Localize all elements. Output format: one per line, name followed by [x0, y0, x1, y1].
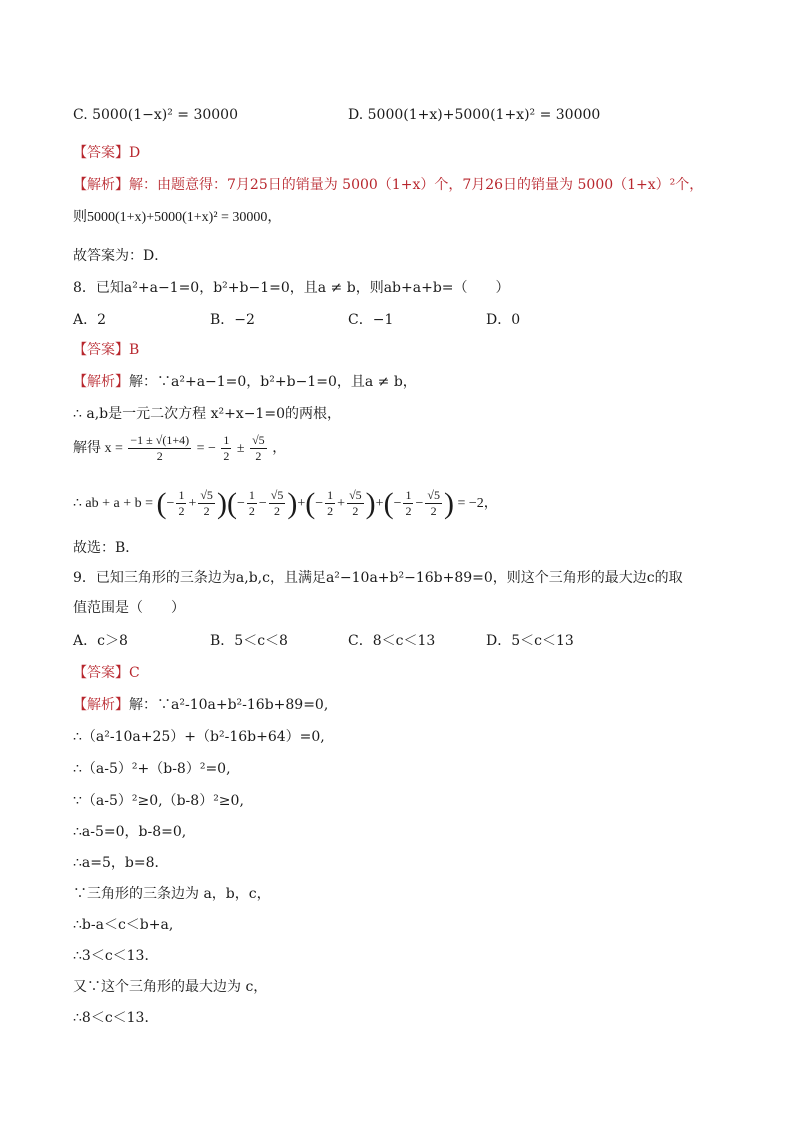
- q9-analysis-line1: [73, 695, 328, 715]
- fraction-denominator: 2: [203, 504, 210, 519]
- sqrt5-fraction: [250, 433, 267, 464]
- q8-answer: [73, 340, 139, 360]
- fraction-denominator: 2: [405, 504, 412, 519]
- final-result: = −2，: [457, 496, 498, 511]
- q9-analysis-line10: 又∵这个三角形的最大边为 c，: [73, 979, 268, 995]
- q9-option-a: A．c＞8: [73, 633, 128, 649]
- q8-option-b: B．−2: [210, 312, 255, 328]
- sqrt5-fraction: [425, 488, 442, 519]
- fraction-denominator: 2: [223, 449, 230, 464]
- fraction-numerator: √5: [270, 488, 284, 503]
- q9-analysis-line5: ∴a-5=0，b-8=0,: [73, 824, 187, 840]
- q7-conclusion: 故答案为：D．: [73, 248, 169, 264]
- q9-analysis-line4: ∵（a-5）²≥0,（b-8）²≥0,: [73, 793, 244, 809]
- answer-tag: 【答案】: [73, 145, 129, 161]
- half-fraction: [247, 488, 257, 519]
- solve-prefix: 解得 x =: [73, 441, 123, 456]
- answer-tag: 【答案】: [73, 665, 129, 681]
- answer-value: B: [129, 342, 140, 358]
- q8-analysis-line2: ∴ a,b是一元二次方程 x²+x−1=0的两根，: [73, 406, 341, 422]
- q9-stem-line2: 值范围是（ ）: [73, 600, 185, 616]
- q7-analysis-line1: [73, 175, 703, 195]
- q8-analysis-line1: [73, 372, 417, 392]
- q7-option-c: C. 5000(1−x)² = 30000: [73, 107, 238, 123]
- fraction-numerator: −1 ± √(1+4): [130, 433, 190, 448]
- q9-analysis-line7: ∵三角形的三条边为 a，b，c，: [73, 886, 271, 902]
- sqrt5-fraction: [198, 488, 215, 519]
- q9-analysis-line2: ∴（a²-10a+25）+（b²-16b+64）=0,: [73, 729, 325, 745]
- fraction-numerator: √5: [252, 433, 265, 448]
- q8-option-a: A．2: [73, 312, 107, 328]
- answer-value: C: [129, 665, 140, 681]
- q7-option-d: D. 5000(1+x)+5000(1+x)² = 30000: [348, 107, 601, 123]
- plus-minus: ±: [236, 441, 245, 456]
- q9-analysis-line6: ∴a=5，b=8．: [73, 855, 169, 871]
- q9-analysis-line8: ∴b-a＜c＜b+a,: [73, 917, 174, 933]
- fraction-numerator: √5: [427, 488, 440, 503]
- q9-analysis-line9: ∴3＜c＜13．: [73, 948, 159, 964]
- half-fraction: [221, 433, 231, 464]
- q9-option-b: B．5＜c＜8: [210, 633, 288, 649]
- q8-solve-line: [73, 432, 286, 466]
- fraction-denominator: 2: [327, 504, 334, 519]
- q8-option-c: C．−1: [348, 312, 394, 328]
- fraction-denominator: 2: [178, 504, 185, 519]
- fraction-numerator: 1: [327, 488, 334, 503]
- q8-final-line: ∴ ab + a + b = (− $\frac{1}{2}$ + $\frac{√5}{2}$ )(− $\frac{1}{2}$ − $\frac{√5}{2}$ )+(− $\frac{1}{2}$ + $\frac{√5}{2}$ )+(− $\frac{1}{2}$ − $\frac{√5}{2}$ ) = −2，: [73, 486, 498, 520]
- fraction-numerator: 1: [223, 433, 230, 448]
- analysis-tag: 【解析】: [73, 697, 129, 713]
- fraction-numerator: √5: [200, 488, 213, 503]
- solve-mid: = −: [196, 441, 216, 456]
- fraction-numerator: 1: [178, 488, 185, 503]
- analysis-text: 解：∵a²+a−1=0，b²+b−1=0，且a ≠ b，: [129, 374, 417, 390]
- fraction-numerator: 1: [248, 488, 255, 503]
- sqrt5-fraction: [269, 488, 286, 519]
- answer-tag: 【答案】: [73, 342, 129, 358]
- q7-analysis-line2: 则5000(1+x)+5000(1+x)² = 30000，: [73, 210, 282, 225]
- root-fraction: [128, 433, 191, 464]
- answer-value: D: [129, 145, 141, 161]
- fraction-denominator: 2: [248, 504, 255, 519]
- q9-analysis-line3: ∴（a-5）²+（b-8）²=0,: [73, 761, 231, 777]
- fraction-denominator: 2: [430, 504, 437, 519]
- half-fraction: [403, 488, 413, 519]
- q8-conclusion: 故选：B．: [73, 540, 140, 556]
- q9-stem-line1: 9．已知三角形的三条边为a,b,c，且满足a²−10a+b²−16b+89=0，则这个三角形的最大边c的取: [73, 570, 683, 586]
- fraction-numerator: 1: [405, 488, 412, 503]
- sqrt5-fraction: [347, 488, 364, 519]
- half-fraction: [176, 488, 186, 519]
- fraction-denominator: 2: [255, 449, 262, 464]
- q9-option-d: D．5＜c＜13: [486, 633, 574, 649]
- q8-stem: 8．已知a²+a−1=0，b²+b−1=0，且a ≠ b，则ab+a+b=（ ）: [73, 280, 510, 296]
- analysis-tag: 【解析】: [73, 177, 129, 193]
- solve-end: ，: [272, 441, 287, 456]
- final-prefix: ∴ ab + a + b =: [73, 496, 154, 511]
- fraction-numerator: √5: [349, 488, 362, 503]
- q7-answer: [73, 143, 140, 163]
- q9-answer: [73, 663, 140, 683]
- q9-option-c: C．8＜c＜13: [348, 633, 436, 649]
- q8-option-d: D．0: [486, 312, 521, 328]
- fraction-denominator: 2: [156, 449, 163, 464]
- half-fraction: [325, 488, 335, 519]
- analysis-text: 解：∵a²-10a+b²-16b+89=0,: [129, 697, 329, 713]
- fraction-denominator: 2: [274, 504, 281, 519]
- analysis-tag: 【解析】: [73, 374, 129, 390]
- q9-analysis-line11: ∴8＜c＜13．: [73, 1010, 159, 1026]
- analysis-text: 解：由题意得：7月25日的销量为 5000（1+x）个，7月26日的销量为 5000（1+x）²个，: [129, 177, 704, 193]
- fraction-denominator: 2: [352, 504, 359, 519]
